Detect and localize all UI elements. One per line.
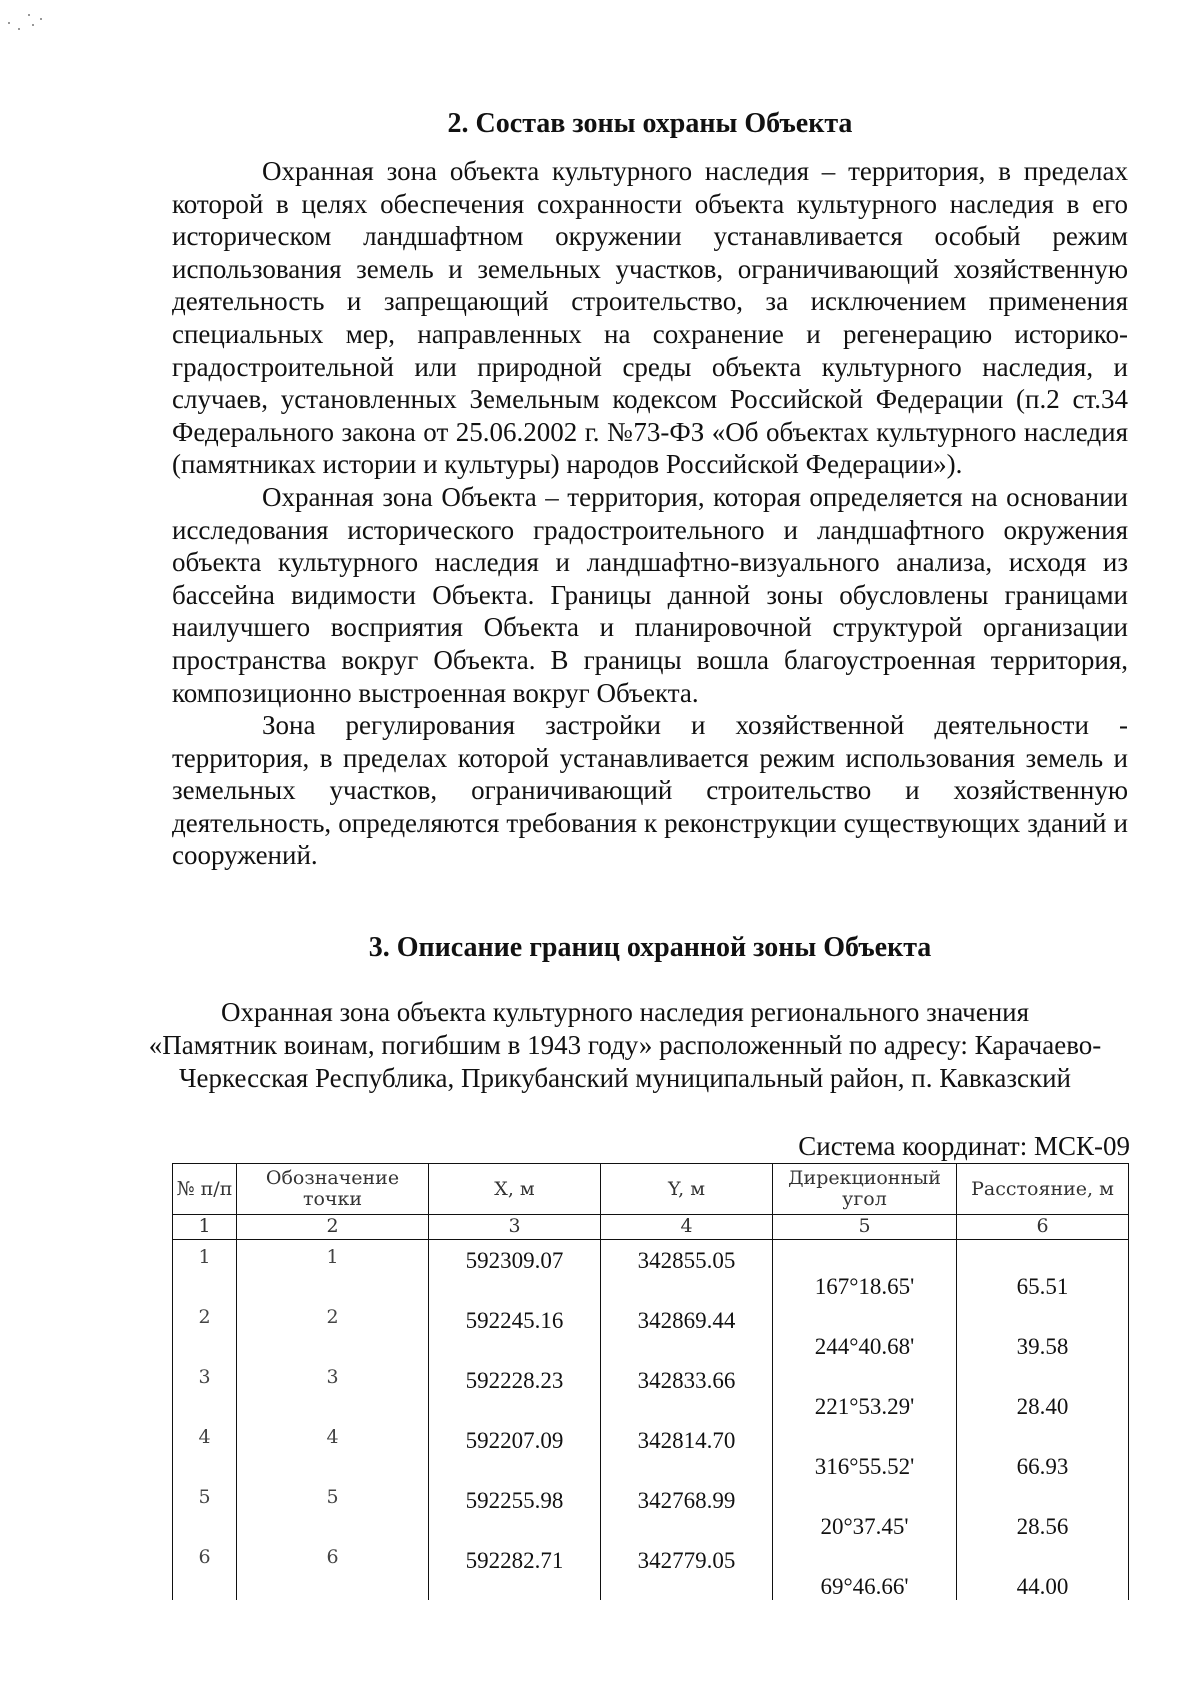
x-coordinate-cell [429,1360,601,1420]
direction-angle-cell [773,1240,957,1301]
y-coordinate: 342779.05 [637,1548,736,1573]
distance-cell [957,1360,1129,1420]
row-number: 6 [198,1546,211,1568]
paragraph-regulation-zone: Зона регулирования застройки и хозяйственной деятельности - территория, в пределах которой устанавливается режим использования земель и земельных участков, ограничивающий строительство и хозяйственную деятельность, определяются требования к реконструкции существующих зданий и сооружений. [172,710,1128,871]
direction-angle: 167°18.65' [814,1274,915,1299]
column-number: 3 [429,1215,601,1240]
row-number-cell [173,1420,237,1480]
y-coordinate-cell [601,1360,773,1420]
point-designation-cell [237,1540,429,1600]
point-designation: 6 [326,1546,339,1568]
point-designation-cell [237,1360,429,1420]
distance: 44.00 [1016,1574,1069,1599]
header-number: № п/п [173,1164,237,1215]
point-designation-cell [237,1480,429,1540]
distance: 65.51 [1016,1274,1069,1299]
direction-angle: 20°37.45' [820,1514,909,1539]
direction-angle: 244°40.68' [814,1334,915,1359]
section2-heading: 2. Состав зоны охраны Объекта [447,108,853,139]
x-coordinate-cell [429,1540,601,1600]
column-number: 4 [601,1215,773,1240]
table-header-row [173,1164,1129,1215]
row-number-cell [173,1540,237,1600]
table-row [173,1540,1129,1600]
x-coordinate-cell [429,1420,601,1480]
distance: 28.56 [1016,1514,1069,1539]
y-coordinate-cell [601,1240,773,1301]
x-coordinate: 592282.71 [465,1548,564,1573]
y-coordinate: 342833.66 [637,1368,736,1393]
table-caption [120,996,1130,1095]
direction-angle-cell [773,1300,957,1360]
x-coordinate: 592309.07 [465,1248,564,1273]
x-coordinate-cell [429,1480,601,1540]
point-designation: 1 [326,1246,339,1268]
y-coordinate: 342869.44 [637,1308,736,1333]
column-number-row [173,1215,1129,1240]
row-number: 5 [198,1486,211,1508]
table-row [173,1300,1129,1360]
header-y: Y, м [601,1164,773,1215]
header-distance: Расстояние, м [957,1164,1129,1215]
y-coordinate: 342814.70 [637,1428,736,1453]
distance: 66.93 [1016,1454,1069,1479]
distance-cell [957,1240,1129,1301]
x-coordinate-cell [429,1240,601,1301]
point-designation-cell [237,1420,429,1480]
column-number: 1 [173,1215,237,1240]
row-number-cell [173,1240,237,1301]
x-coordinate-cell [429,1300,601,1360]
y-coordinate: 342768.99 [637,1488,736,1513]
row-number-cell [173,1480,237,1540]
table-row [173,1420,1129,1480]
direction-angle-cell [773,1420,957,1480]
row-number: 1 [198,1246,211,1268]
x-coordinate: 592228.23 [465,1368,564,1393]
point-designation-cell [237,1300,429,1360]
paragraph-object-protection-zone: Охранная зона Объекта – территория, которая определяется на основании исследования исторического градостроительного и ландшафтного окружения объекта культурного наследия и ландшафтно-визуального анализа, исходя из бассейна видимости Объекта. Границы данной зоны обусловлены границами наилучшего восприятия Объекта и планировочной структурой организации пространства вокруг Объекта. В границы вошла благоустроенная территория, композиционно выстроенная вокруг Объекта. [172,481,1128,708]
point-designation: 5 [326,1486,339,1508]
paragraph-protection-zone-definition: Охранная зона объекта культурного наследия – территория, в пределах которой в целях обеспечения сохранности объекта культурного наследия в его историческом ландшафтном окружении устанавливается особый режим использования земель и земельных участков, ограничивающий хозяйственную деятельность и запрещающий строительство, за исключением применения специальных мер, направленных на сохранение и регенерацию историко-градостроительной или природной среды объекта культурного наследия, и случаев, установленных Земельным кодексом Российской Федерации (п.2 ст.34 Федерального закона от 25.06.2002 г. №73-ФЗ «Об объектах культурного наследия (памятниках истории и культуры) народов Российской Федерации»). [172,156,1128,480]
caption-line: Охранная зона объекта культурного наследия регионального значения [220,997,1030,1027]
row-number: 2 [198,1306,211,1328]
y-coordinate-cell [601,1540,773,1600]
coordinates-table [172,1163,1129,1600]
row-number: 3 [198,1366,211,1388]
distance-cell [957,1300,1129,1360]
direction-angle: 69°46.66' [820,1574,909,1599]
header-point-designation: Обозначение точки [237,1164,429,1215]
table-row [173,1360,1129,1420]
y-coordinate-cell [601,1480,773,1540]
row-number-cell [173,1300,237,1360]
direction-angle-cell [773,1540,957,1600]
y-coordinate-cell [601,1300,773,1360]
row-number-cell [173,1360,237,1420]
point-designation: 2 [326,1306,339,1328]
distance: 39.58 [1016,1334,1069,1359]
column-number: 2 [237,1215,429,1240]
header-direction-angle: Дирекционный угол [773,1164,957,1215]
x-coordinate: 592245.16 [465,1308,564,1333]
distance-cell [957,1480,1129,1540]
coordinate-system-label: Система координат: МСК-09 [798,1131,1130,1161]
section2-body [172,155,1128,872]
distance: 28.40 [1016,1394,1069,1419]
x-coordinate: 592207.09 [465,1428,564,1453]
row-number: 4 [198,1426,211,1448]
column-number: 5 [773,1215,957,1240]
y-coordinate-cell [601,1420,773,1480]
point-designation: 3 [326,1366,339,1388]
caption-line: «Памятник воинам, погибшим в 1943 году» расположенный по адресу: Карачаево- [148,1030,1102,1060]
table-row [173,1240,1129,1301]
column-number: 6 [957,1215,1129,1240]
table-row [173,1480,1129,1540]
distance-cell [957,1540,1129,1600]
caption-line: Черкесская Республика, Прикубанский муниципальный район, п. Кавказский [179,1063,1071,1093]
x-coordinate: 592255.98 [465,1488,564,1513]
point-designation-cell [237,1240,429,1301]
section3-heading: 3. Описание границ охранной зоны Объекта [368,932,932,963]
direction-angle: 221°53.29' [814,1394,915,1419]
coordinates-rows [173,1240,1129,1601]
direction-angle-cell [773,1480,957,1540]
y-coordinate: 342855.05 [637,1248,736,1273]
distance-cell [957,1420,1129,1480]
direction-angle: 316°55.52' [814,1454,915,1479]
point-designation: 4 [326,1426,339,1448]
header-x: X, м [429,1164,601,1215]
scan-specks [6,8,46,38]
direction-angle-cell [773,1360,957,1420]
